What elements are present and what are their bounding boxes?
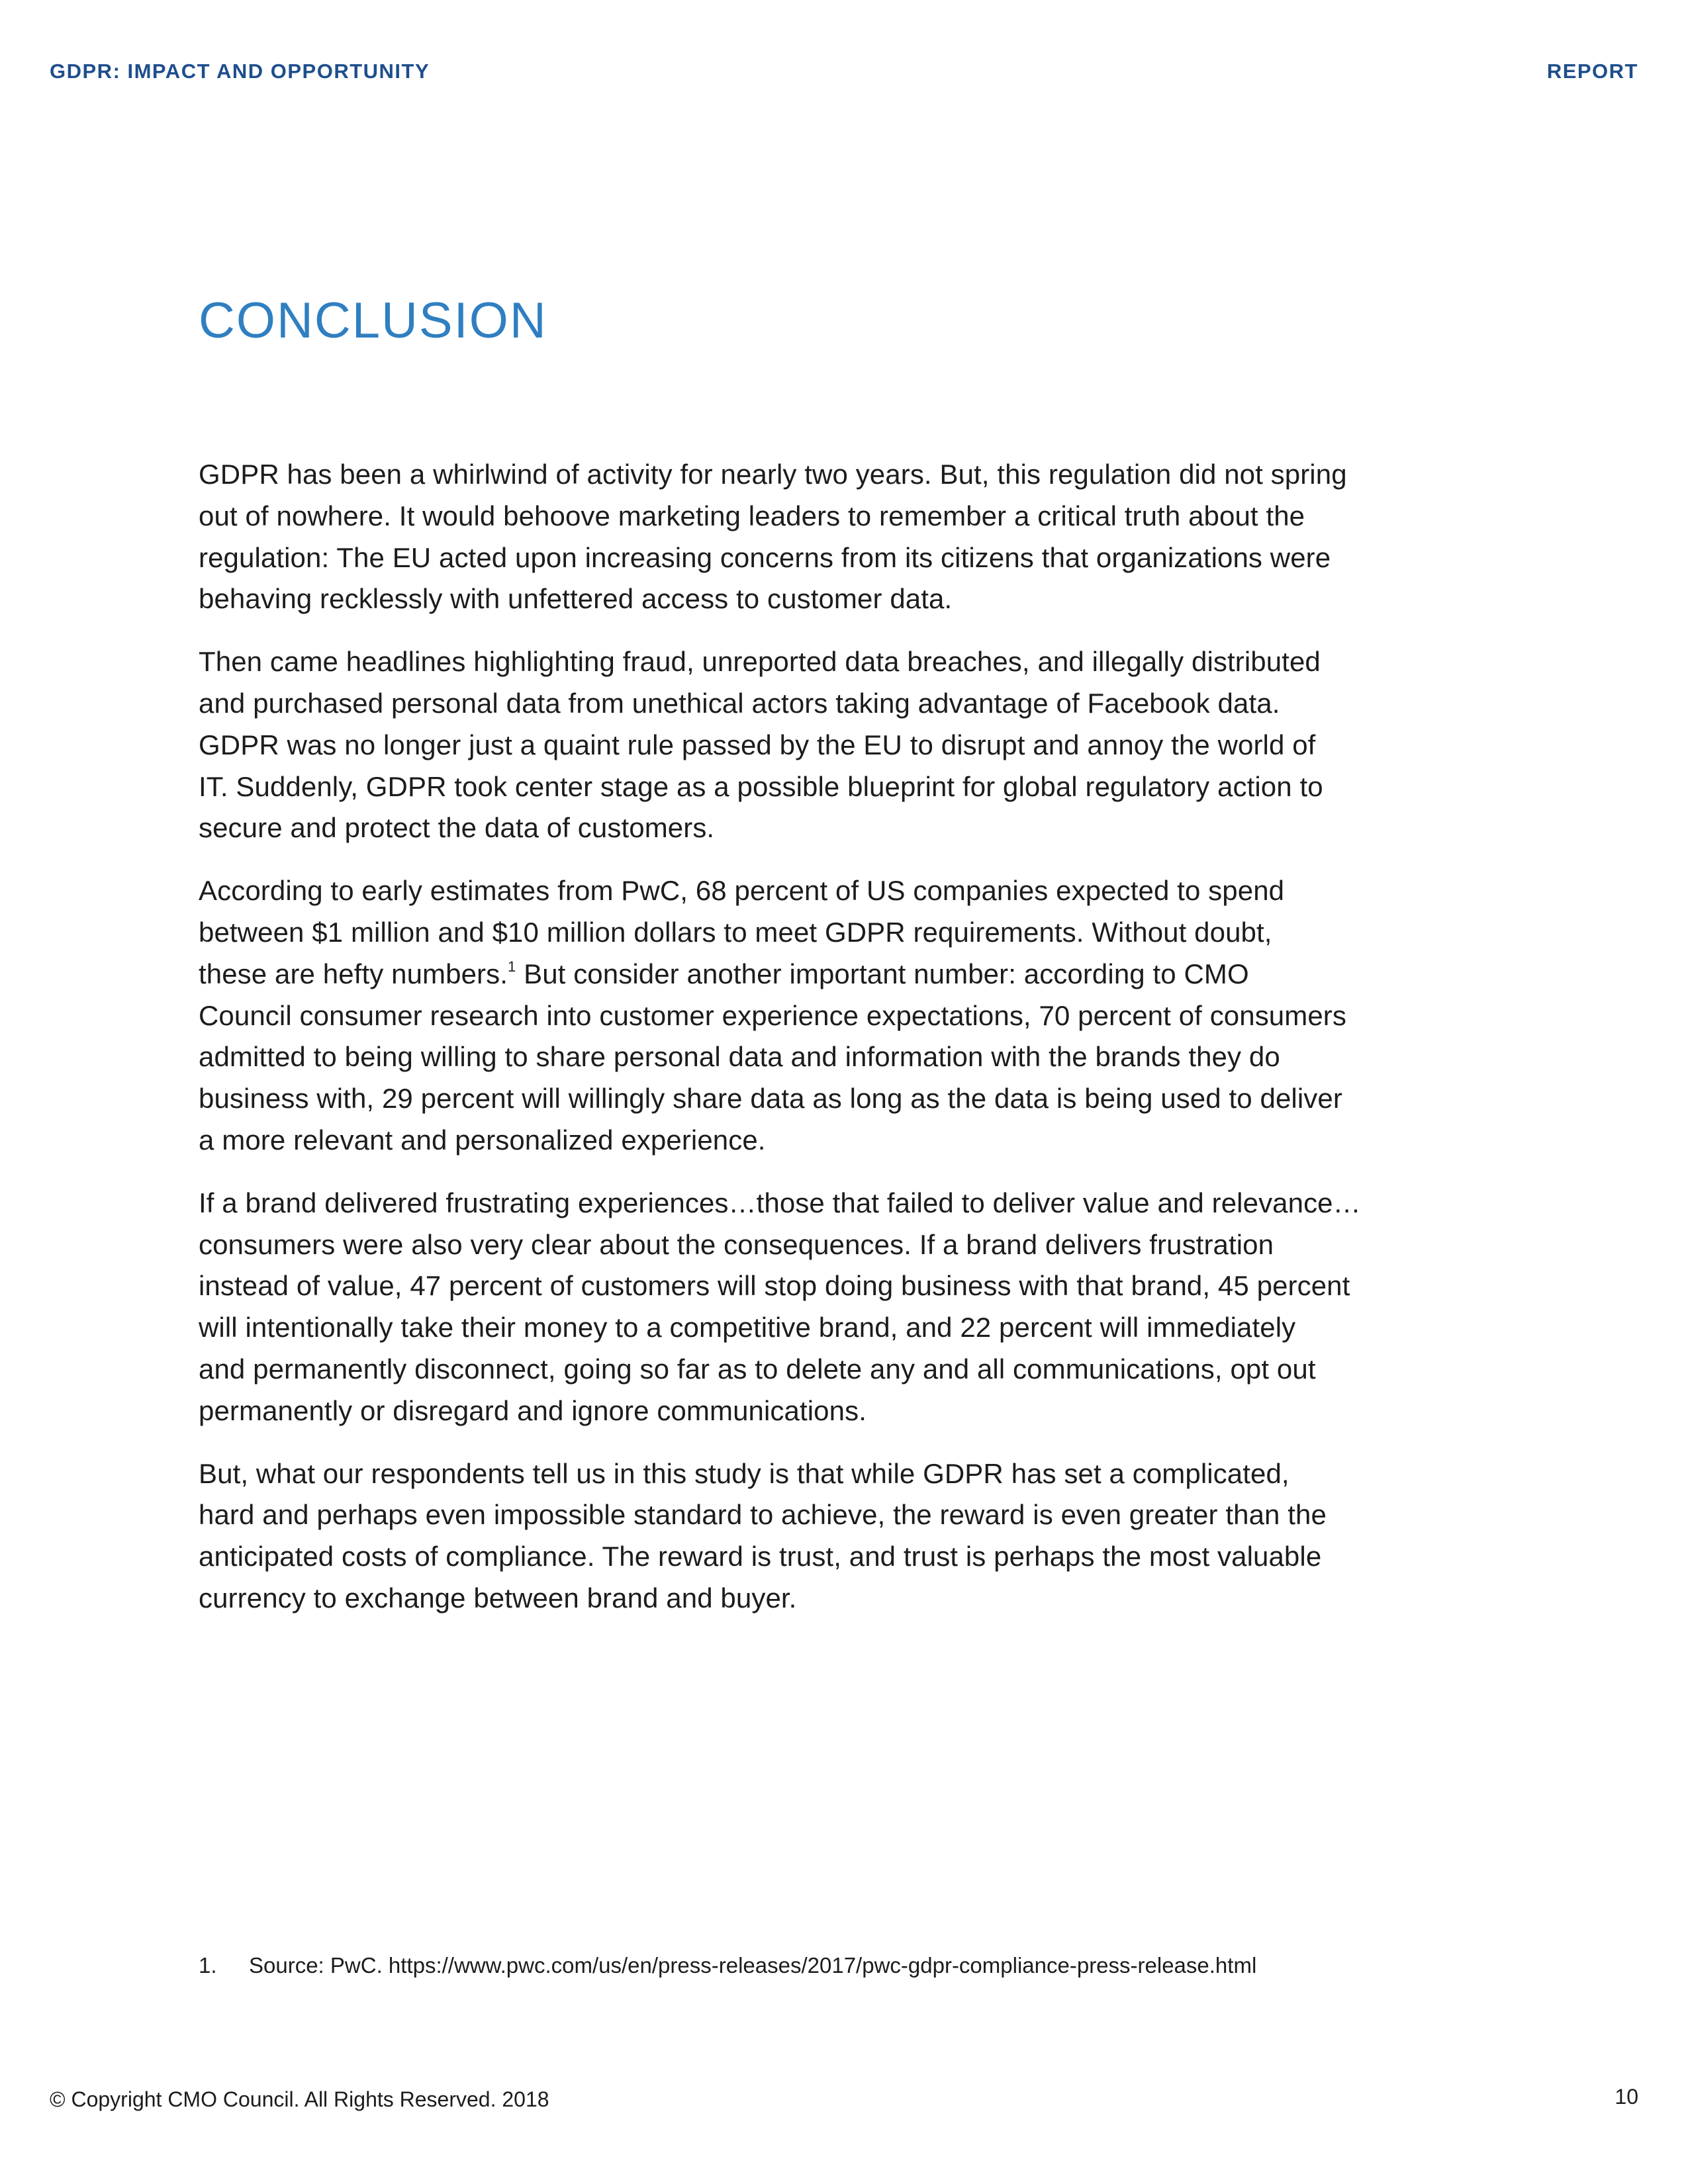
- text-line: If a brand delivered frustrating experiences…those that failed to deliver value and relevance…: [199, 1187, 1361, 1218]
- running-header-title: GDPR: IMPACT AND OPPORTUNITY: [50, 60, 430, 83]
- text-line: currency to exchange between brand and buyer.: [199, 1582, 797, 1614]
- text-fragment: these are hefty numbers.: [199, 958, 508, 989]
- text-line: GDPR has been a whirlwind of activity for nearly two years. But, this regulation did not spring: [199, 459, 1347, 490]
- page-title: CONCLUSION: [199, 293, 547, 349]
- body-text: [199, 454, 1496, 1641]
- paragraph-4: [199, 1183, 1496, 1432]
- text-line: But, what our respondents tell us in this study is that while GDPR has set a complicated,: [199, 1457, 1289, 1489]
- text-line: permanently or disregard and ignore communications.: [199, 1394, 867, 1426]
- text-line: IT. Suddenly, GDPR took center stage as a possible blueprint for global regulatory action to: [199, 770, 1323, 802]
- text-fragment: But consider another important number: according to CMO: [516, 958, 1249, 989]
- footnote-reference: 1: [507, 958, 516, 975]
- text-line: regulation: The EU acted upon increasing concerns from its citizens that organizations were: [199, 541, 1331, 573]
- text-line: GDPR was no longer just a quaint rule passed by the EU to disrupt and annoy the world of: [199, 729, 1316, 760]
- text-line: will intentionally take their money to a competitive brand, and 22 percent will immediately: [199, 1312, 1296, 1343]
- text-line: behaving recklessly with unfettered access to customer data.: [199, 583, 953, 615]
- paragraph-1: [199, 454, 1496, 620]
- running-header-label: REPORT: [1546, 60, 1638, 83]
- text-line: secure and protect the data of customers.: [199, 812, 715, 844]
- copyright-notice: © Copyright CMO Council. All Rights Reserved. 2018: [50, 2087, 549, 2111]
- text-line: and permanently disconnect, going so far as to delete any and all communications, opt out: [199, 1353, 1316, 1385]
- text-line: a more relevant and personalized experience.: [199, 1124, 766, 1156]
- text-line: instead of value, 47 percent of customers will stop doing business with that brand, 45 percent: [199, 1270, 1350, 1302]
- text-line: admitted to being willing to share personal data and information with the brands they do: [199, 1041, 1280, 1073]
- footnote: [199, 1951, 1256, 1980]
- text-line: and purchased personal data from unethical actors taking advantage of Facebook data.: [199, 687, 1280, 719]
- text-line: anticipated costs of compliance. The reward is trust, and trust is perhaps the most valuable: [199, 1541, 1322, 1572]
- text-line: between $1 million and $10 million dollars to meet GDPR requirements. Without doubt,: [199, 916, 1272, 948]
- text-line: consumers were also very clear about the consequences. If a brand delivers frustration: [199, 1228, 1274, 1260]
- text-line: out of nowhere. It would behoove marketing leaders to remember a critical truth about the: [199, 500, 1305, 531]
- footnote-source-link[interactable]: Source: PwC. https://www.pwc.com/us/en/press-releases/2017/pwc-gdpr-compliance-press-release.html: [249, 1953, 1257, 1978]
- paragraph-5: [199, 1453, 1496, 1619]
- paragraph-2: [199, 641, 1496, 849]
- text-line: According to early estimates from PwC, 68 percent of US companies expected to spend: [199, 875, 1285, 907]
- paragraph-3: [199, 870, 1496, 1161]
- text-line: Council consumer research into customer experience expectations, 70 percent of consumers: [199, 999, 1346, 1031]
- text-line-with-footnote: [199, 954, 1496, 995]
- text-line: hard and perhaps even impossible standard to achieve, the reward is even greater than the: [199, 1499, 1327, 1531]
- text-line: Then came headlines highlighting fraud, unreported data breaches, and illegally distributed: [199, 646, 1321, 678]
- text-line: business with, 29 percent will willingly share data as long as the data is being used to deliver: [199, 1083, 1342, 1115]
- footnote-number: 1.: [199, 1953, 217, 1978]
- page-number: 10: [1615, 2085, 1638, 2109]
